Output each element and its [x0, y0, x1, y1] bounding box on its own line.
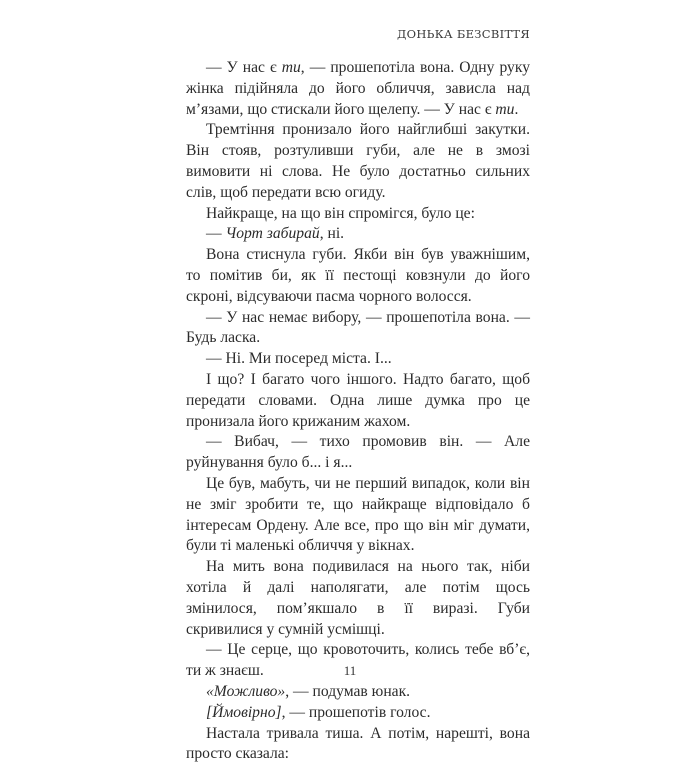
text-run: Настала тривала тиша. А потім, нарешті, вона просто сказала:: [186, 725, 530, 763]
paragraph: [186, 224, 530, 245]
text-run: — Вибач, — тихо промовив він. — Але руйнування було б... і я...: [186, 433, 530, 471]
running-head: ДОНЬКА БЕЗСВІТТЯ: [397, 27, 530, 41]
italic-text: ти: [282, 59, 301, 76]
text-run: Найкраще, на що він спромігся, було це:: [206, 205, 475, 222]
text-run: , — прошепотів голос.: [282, 704, 431, 721]
text-run: , — подумав юнак.: [285, 683, 410, 700]
paragraph: [186, 557, 530, 640]
body-text: [186, 58, 530, 765]
paragraph: [186, 245, 530, 307]
paragraph: [186, 370, 530, 432]
page-number: 11: [0, 663, 700, 679]
text-run: Вона стиснула губи. Якби він був уважнішим, то помітив би, як її пестощі ковзнули до його скроні, відсуваючи пасма чорного волосся.: [186, 246, 530, 305]
text-run: — У нас є: [206, 59, 282, 76]
text-run: Це був, мабуть, чи не перший випадок, коли він не зміг зробити те, що найкраще відповідало б інтересам Ордену. Але все, про що він міг думати, були ті маленькі обличчя у вікнах.: [186, 475, 530, 554]
paragraph: [186, 703, 530, 724]
text-run: , — прошепотіла вона. Одну руку жінка підійняла до його обличчя, зависла над м’язами, що стискали його щелепу. — У нас є: [186, 59, 530, 118]
paragraph: [186, 474, 530, 557]
text-run: — У нас немає вибору, — прошепотіла вона. — Будь ласка.: [186, 309, 530, 347]
paragraph: [186, 349, 530, 370]
text-run: .: [514, 101, 518, 118]
text-run: На мить вона подивилася на нього так, ніби хотіла й далі наполягати, але потім щось змінилося, пом’якшало в її виразі. Губи скривилися у сумній усмішці.: [186, 558, 530, 637]
paragraph: [186, 724, 530, 765]
paragraph: [186, 120, 530, 203]
italic-text: [Ймовірно]: [206, 704, 282, 721]
paragraph: [186, 58, 530, 120]
paragraph: [186, 204, 530, 225]
italic-text: «Можливо»: [206, 683, 285, 700]
text-run: Тремтіння пронизало його найглибші закутки. Він стояв, розтуливши губи, але не в змозі вимовити ні слова. Не було достатньо сильних слів, щоб передати всю огиду.: [186, 121, 530, 200]
text-run: — Це серце, що кровоточить, колись тебе вб’є, ти ж знаєш.: [186, 641, 530, 679]
text-run: — Ні. Ми посеред міста. І...: [206, 350, 392, 367]
text-run: І що? І багато чого іншого. Надто багато, щоб передати словами. Одна лише думка про це пронизала його крижаним жахом.: [186, 371, 530, 430]
italic-text: Чорт забирай: [226, 225, 320, 242]
text-run: —: [206, 225, 226, 242]
paragraph: [186, 308, 530, 350]
paragraph: [186, 432, 530, 474]
text-run: , ні.: [320, 225, 344, 242]
italic-text: ти: [495, 101, 514, 118]
